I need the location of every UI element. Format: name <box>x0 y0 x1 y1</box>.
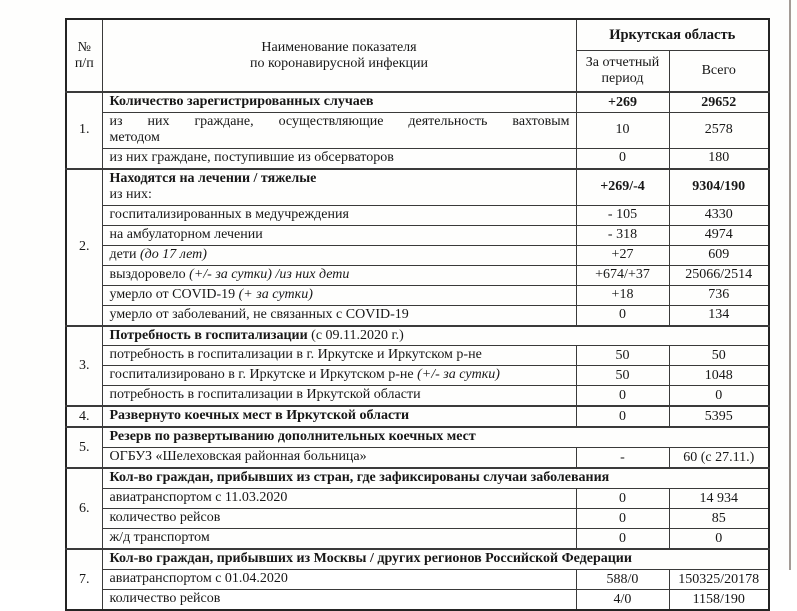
row-reserve-header <box>66 427 769 447</box>
section-header-bold: Потребность в госпитализации <box>109 327 308 343</box>
row-label: госпитализированных в медучреждения <box>102 205 576 225</box>
cell-period-value: 10 <box>576 112 669 148</box>
row-hospitalized-irkutsk <box>66 366 769 386</box>
row-hospitalization-need-header <box>66 326 769 346</box>
row-label-text: дети <box>109 246 137 262</box>
row-flights-count-abroad <box>66 509 769 529</box>
section-num-4: 4. <box>66 406 102 427</box>
row-label: ж/д транспортом <box>102 529 576 549</box>
row-label <box>102 366 576 386</box>
cell-period-value: 588/0 <box>576 570 669 590</box>
row-label: на амбулаторном лечении <box>102 225 576 245</box>
row-label-line2: методом <box>109 129 160 145</box>
section-num-1: 1. <box>66 92 102 169</box>
section-header-label: Кол-во граждан, прибывших из Москвы / других регионов Российской Федерации <box>102 549 769 569</box>
section-num-2: 2. <box>66 169 102 326</box>
row-label: авиатранспортом с 01.04.2020 <box>102 570 576 590</box>
row-label-text: госпитализировано в г. Иркутске и Иркутском р-не <box>109 367 414 383</box>
row-flights-count-moscow <box>66 590 769 610</box>
cell-period-value: - 318 <box>576 225 669 245</box>
cell-period-value: 0 <box>576 386 669 406</box>
cell-total-value: 60 (с 27.11.) <box>669 448 769 468</box>
row-label: из них граждане, поступившие из обсерваторов <box>102 148 576 168</box>
section-header-label <box>102 326 769 346</box>
col-header-total: Всего <box>669 51 769 93</box>
row-label-text: выздоровело <box>109 266 186 282</box>
cell-total-value: 134 <box>669 305 769 325</box>
row-label-line1: из них граждане, осуществляющие деятельность вахтовым <box>109 114 570 129</box>
row-label-italic: (до 17 лет) <box>139 246 207 262</box>
cell-total-value: 4330 <box>669 205 769 225</box>
header-row-top <box>66 19 769 51</box>
cell-period-value: 50 <box>576 346 669 366</box>
num-header-line2: п/п <box>74 55 94 71</box>
row-label-italic: (+/- за сутки) <box>417 367 500 383</box>
cell-total-value: 0 <box>669 529 769 549</box>
row-died-covid <box>66 285 769 305</box>
covid-report-table <box>65 18 770 611</box>
row-label: потребность в госпитализации в Иркутской области <box>102 386 576 406</box>
cell-period-value: - <box>576 448 669 468</box>
row-rail-transport <box>66 529 769 549</box>
cell-total-value: 50 <box>669 346 769 366</box>
row-from-observators <box>66 148 769 168</box>
cell-total-value: 29652 <box>669 92 769 112</box>
section-num-3: 3. <box>66 326 102 407</box>
cell-period-value: 0 <box>576 489 669 509</box>
cell-total-value: 14 934 <box>669 489 769 509</box>
row-label <box>102 265 576 285</box>
row-arrivals-moscow-header <box>66 549 769 569</box>
cell-total-value: 150325/20178 <box>669 570 769 590</box>
name-header-line1: Наименование показателя <box>261 39 417 55</box>
num-header-line1: № <box>77 39 91 55</box>
row-label <box>102 112 576 148</box>
row-label-italic: (+ за сутки) <box>238 286 313 302</box>
row-label <box>102 169 576 205</box>
row-label: авиатранспортом с 11.03.2020 <box>102 489 576 509</box>
row-need-region <box>66 386 769 406</box>
row-hospitalized <box>66 205 769 225</box>
row-label-italic: (+/- за сутки) /из них дети <box>189 266 350 282</box>
cell-period-value: 50 <box>576 366 669 386</box>
cell-period-value: +269 <box>576 92 669 112</box>
section-num-6: 6. <box>66 468 102 549</box>
col-header-name <box>102 19 576 92</box>
row-recovered <box>66 265 769 285</box>
row-label: потребность в госпитализации в г. Иркутске и Иркутском р-не <box>102 346 576 366</box>
row-outpatient <box>66 225 769 245</box>
cell-period-value: +674/+37 <box>576 265 669 285</box>
row-label: Количество зарегистрированных случаев <box>102 92 576 112</box>
cell-period-value: 4/0 <box>576 590 669 610</box>
cell-total-value: 4974 <box>669 225 769 245</box>
section-header-note: (с 09.11.2020 г.) <box>311 327 404 343</box>
row-under-treatment <box>66 169 769 205</box>
cell-total-value: 0 <box>669 386 769 406</box>
row-arrivals-abroad-header <box>66 468 769 488</box>
cell-total-value: 609 <box>669 245 769 265</box>
row-label <box>102 285 576 305</box>
row-children <box>66 245 769 265</box>
section-header-label: Кол-во граждан, прибывших из стран, где зафиксированы случаи заболевания <box>102 468 769 488</box>
cell-period-value: 0 <box>576 148 669 168</box>
row-label: количество рейсов <box>102 590 576 610</box>
cell-total-value: 180 <box>669 148 769 168</box>
row-air-transport-april <box>66 570 769 590</box>
row-shift-workers <box>66 112 769 148</box>
cell-total-value: 85 <box>669 509 769 529</box>
section-num-5: 5. <box>66 427 102 468</box>
row-label: умерло от заболеваний, не связанных с COVID-19 <box>102 305 576 325</box>
col-header-region: Иркутская область <box>576 19 769 51</box>
row-beds-deployed <box>66 406 769 427</box>
cell-period-value: 0 <box>576 305 669 325</box>
row-need-irkutsk <box>66 346 769 366</box>
col-header-num <box>66 19 102 92</box>
row-air-transport-march <box>66 489 769 509</box>
cell-total-value: 9304/190 <box>669 169 769 205</box>
row-label-line1: Находятся на лечении / тяжелые <box>109 170 317 186</box>
section-num-7: 7. <box>66 549 102 610</box>
row-died-other <box>66 305 769 325</box>
name-header-line2: по коронавирусной инфекции <box>250 55 428 71</box>
cell-period-value: 0 <box>576 406 669 427</box>
cell-total-value: 2578 <box>669 112 769 148</box>
section-header-label: Резерв по развертыванию дополнительных коечных мест <box>102 427 769 447</box>
row-label: ОГБУЗ «Шелеховская районная больница» <box>102 448 576 468</box>
cell-total-value: 5395 <box>669 406 769 427</box>
cell-period-value: 0 <box>576 529 669 549</box>
row-label: количество рейсов <box>102 509 576 529</box>
cell-total-value: 1158/190 <box>669 590 769 610</box>
cell-period-value: +269/-4 <box>576 169 669 205</box>
row-shelekhov-hospital <box>66 448 769 468</box>
row-label-line2: из них: <box>109 186 152 202</box>
cell-total-value: 1048 <box>669 366 769 386</box>
row-label: Развернуто коечных мест в Иркутской области <box>102 406 576 427</box>
cell-period-value: +18 <box>576 285 669 305</box>
row-label-text: умерло от COVID-19 <box>109 286 236 302</box>
page-scan-edge <box>789 0 791 570</box>
cell-total-value: 736 <box>669 285 769 305</box>
row-label <box>102 245 576 265</box>
col-header-period: За отчетный период <box>576 51 669 93</box>
cell-period-value: +27 <box>576 245 669 265</box>
cell-total-value: 25066/2514 <box>669 265 769 285</box>
cell-period-value: 0 <box>576 509 669 529</box>
row-registered-cases <box>66 92 769 112</box>
cell-period-value: - 105 <box>576 205 669 225</box>
